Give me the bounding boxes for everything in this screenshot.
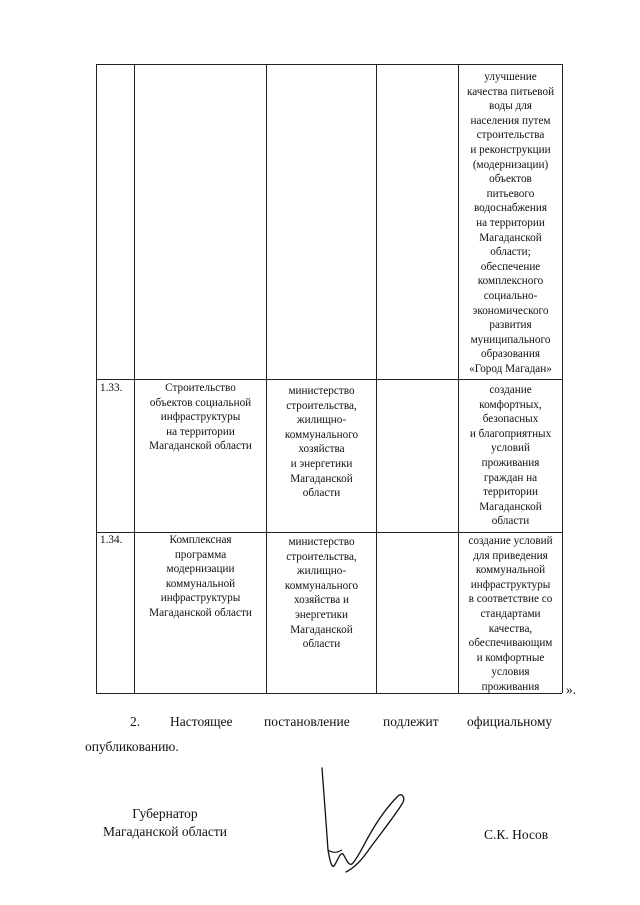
- signatory-name: С.К. Носов: [484, 827, 549, 842]
- table-cell-result: улучшение качества питьевой воды для населения путем строительства и реконструкции (модернизации) объектов питьевого водоснабжения на территории Магаданской области; обеспечение комплексного социально- экономического развития муниципального образования «Город Магадан»: [466, 71, 555, 375]
- signatory-title: [88, 805, 242, 841]
- table-cell-result: создание комфортных, безопасных и благоприятных условий проживания граждан на территории Магаданской области: [469, 384, 552, 528]
- table-cell-responsible: министерство строительства, жилищно- коммунального хозяйства и энергетики Магаданской области: [284, 536, 359, 651]
- signatory-title-line: Магаданской области: [103, 824, 227, 839]
- table-cell-responsible: министерство строительства, жилищно- коммунального хозяйства и энергетики Магаданской области: [284, 385, 359, 500]
- signatory-title-line: Губернатор: [132, 806, 198, 821]
- table-cell-result: создание условий для приведения коммунальной инфраструктуры в соответствие со стандартами качества, обеспечивающим и комфортные условия проживания: [468, 535, 553, 693]
- row-number: 1.33.: [100, 382, 123, 394]
- paragraph-word: официальному: [467, 714, 553, 729]
- paragraph-word: подлежит: [383, 714, 439, 729]
- paragraph-word: Настоящее: [170, 714, 233, 729]
- paragraph-word: постановление: [264, 714, 350, 729]
- table-border-top: [96, 64, 562, 65]
- row-number: 1.34.: [100, 534, 123, 546]
- table-cell-name: Комплексная программа модернизации коммунальной инфраструктуры Магаданской области: [149, 534, 252, 619]
- table-border-left: [96, 64, 97, 693]
- paragraph-number: 2.: [130, 714, 141, 729]
- measures-table: [96, 64, 562, 693]
- table-border-right: [562, 64, 563, 693]
- column-divider: [376, 64, 377, 693]
- handwritten-signature: [310, 762, 420, 892]
- row-divider: [96, 379, 562, 380]
- paragraph-line: опубликованию.: [85, 739, 179, 754]
- closing-quote: ».: [566, 682, 577, 697]
- table-cell-name: Строительство объектов социальной инфраструктуры на территории Магаданской области: [149, 382, 252, 453]
